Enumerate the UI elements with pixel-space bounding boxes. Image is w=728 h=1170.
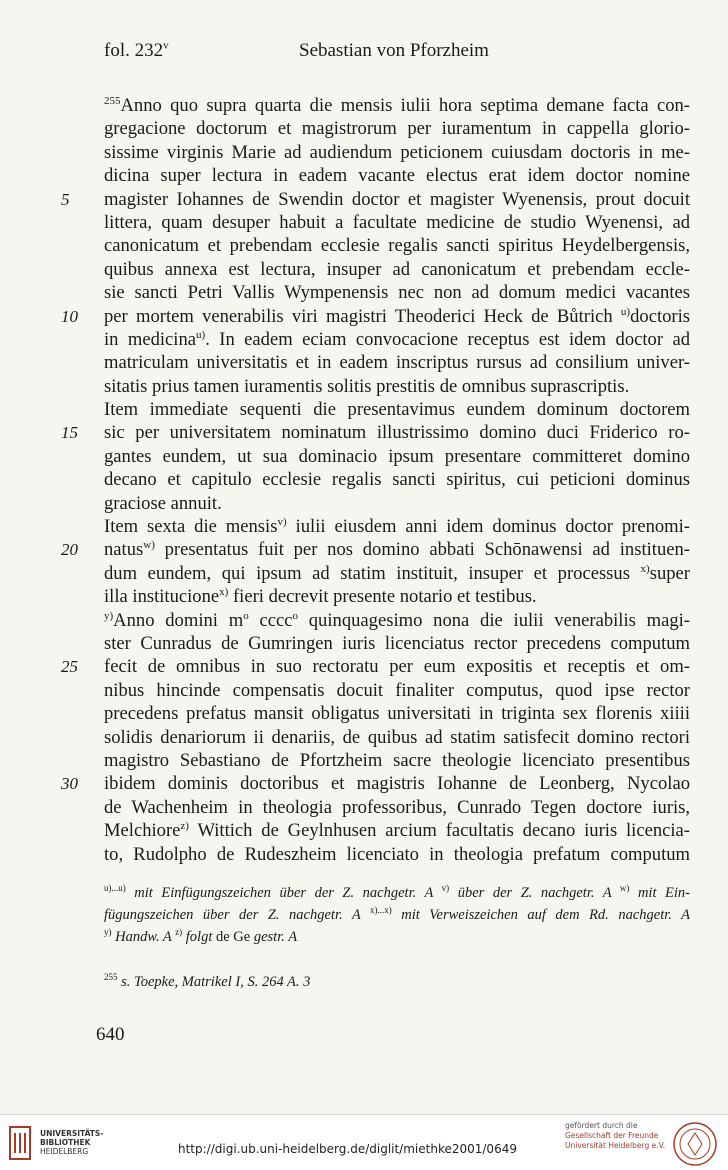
line-number: 10 — [61, 306, 78, 326]
note-marker: v) — [277, 515, 287, 528]
apparatus-line — [104, 882, 690, 904]
text-run: sie sancti Petri Vallis Wympenensis nec non ad domum medici vacantes — [104, 282, 690, 304]
text-run: Item sexta die mensis — [104, 516, 278, 538]
text-line — [104, 679, 690, 702]
text-line — [104, 94, 690, 117]
text-line — [104, 843, 690, 866]
line-number: 5 — [61, 189, 70, 209]
text-run: iulii eiusdem anni idem dominus doctor prenomi- — [286, 516, 690, 538]
text-line — [104, 632, 690, 655]
text-run: littera, quam desuper habuit a facultate medicine de studio Wyenensi, ad — [104, 211, 690, 233]
text-run: gantes eundem, ut sua dominacio ipsum presentare committeret domino — [104, 445, 690, 467]
text-line — [61, 655, 690, 678]
footnote: $^{255}$ s. Toepke, Matrikel I, S. 264 A. 3 — [104, 972, 311, 990]
permalink[interactable]: http://digi.ub.uni-heidelberg.de/diglit/miethke2001/0649 — [178, 1142, 517, 1156]
note-marker: z) — [180, 819, 189, 832]
text-line — [104, 749, 690, 772]
text-line — [104, 398, 690, 421]
header-title: Sebastian von Pforzheim — [299, 40, 489, 61]
text-run: dum eundem, qui ipsum ad statim instituit, insuper et processus — [104, 562, 641, 584]
text-line — [104, 328, 690, 351]
note-marker: 255 — [104, 94, 121, 107]
text-line — [104, 164, 690, 187]
text-run: super — [649, 562, 690, 584]
text-run: sic per universitatem nominatum illustrissimo domino duci Friderico ro- — [104, 422, 690, 444]
italic-text: mit Ein- — [629, 885, 690, 901]
note-marker: u) — [620, 305, 631, 318]
text-run: . In eadem eciam convocacione receptus est idem doctor ad — [205, 328, 690, 350]
text-line — [104, 562, 690, 585]
text-line — [104, 234, 690, 257]
text-line — [104, 375, 690, 398]
text-run: magistro Sebastiano de Pfortzheim sacre theologie licenciato presentibus — [104, 749, 690, 771]
text-run: matriculam universitatis et in eadem inscriptus rursus ad consilium univer- — [104, 352, 690, 374]
text-line — [104, 796, 690, 819]
italic-text: Handw. A — [111, 929, 176, 945]
note-marker: z) — [175, 927, 183, 938]
text-line — [61, 421, 690, 444]
line-number: 30 — [61, 774, 78, 794]
line-number: 25 — [61, 657, 78, 677]
text-line — [104, 468, 690, 491]
text-line — [104, 585, 690, 608]
library-logo-icon — [8, 1125, 32, 1161]
page-number: 640 — [96, 1024, 125, 1045]
text-run: sissime virginis Marie ad audiendum peticionem cuiusdam doctoris in me- — [104, 141, 690, 163]
library-name: UNIVERSITÄTS- BIBLIOTHEK HEIDELBERG — [40, 1129, 104, 1156]
apparatus-line — [104, 904, 690, 926]
text-line — [104, 726, 690, 749]
text-line — [104, 211, 690, 234]
italic-text: über der Z. nachgetr. A — [449, 885, 620, 901]
text-run: Item immediate sequenti die presentavimus eundem dominum doctorem — [104, 399, 690, 421]
text-run: de Wachenheim in theologia professoribus, Cunrado Tegen doctore iuris, — [104, 796, 690, 818]
text-run: graciose annuit. — [104, 492, 222, 514]
note-marker: v) — [441, 883, 450, 894]
text-run: decano et capitulo ecclesie regalis sancti spiritus, cui peticioni dominus — [104, 469, 690, 491]
note-marker: w) — [143, 539, 155, 552]
text-run: precedens prefatus mansit obligatus universitati in triginta sex florenis xiiii — [104, 703, 690, 725]
text-line — [104, 819, 690, 842]
text-run: to, Rudolpho de Rudeszheim licenciato in theologia prefatum computum — [104, 843, 690, 865]
text-run: natus — [104, 539, 144, 561]
text-run: Wittich de Geylnhusen arcium facultatis decano iuris licencia- — [188, 820, 690, 842]
text-run: Anno quo supra quarta die mensis iulii hora septima demane facta con- — [120, 95, 690, 116]
text-run: de Ge — [216, 929, 251, 945]
note-marker: o — [292, 609, 298, 622]
text-run: presentatus fuit per nos domino abbati Schōnawensi ad instituen- — [154, 539, 690, 561]
text-line — [104, 609, 690, 632]
text-run: Melchiore — [104, 820, 181, 842]
note-marker: w) — [619, 883, 630, 894]
text-line — [104, 258, 690, 281]
text-run: quinquagesimo nona die iulii venerabilis magi- — [297, 609, 690, 631]
critical-apparatus — [104, 882, 690, 948]
text-run: dicina super lectura in eadem vacante electus erat idem doctor nomine — [104, 165, 690, 187]
apparatus-line — [104, 926, 690, 948]
text-line — [104, 351, 690, 374]
text-run: per mortem venerabilis viri magistri Theoderici Heck de Bůtrich — [104, 305, 621, 327]
text-line — [61, 772, 690, 795]
note-marker: x) — [640, 562, 650, 575]
text-run: sitatis prius tamen iuramentis solitis prestitis de omnibus suprascriptis. — [104, 375, 630, 397]
note-marker: x) — [219, 586, 229, 599]
text-run: magister Iohannes de Swendin doctor et magister Wyenensis, prout docuit — [104, 188, 690, 210]
folio-label: fol. 232$^v$ — [104, 39, 169, 61]
note-marker: x)...x) — [369, 905, 392, 916]
running-header — [104, 40, 694, 68]
text-run: ster Cunradus de Gumringen iuris licenciatus rector precedens computum — [104, 632, 690, 654]
text-run: doctoris — [630, 305, 690, 327]
italic-text: folgt — [182, 929, 216, 945]
text-run: ibidem dominis doctoribus et magistris Iohanne de Leonberg, Nycolao — [104, 773, 690, 795]
italic-text: mit Einfügungszeichen über der Z. nachgetr. A — [125, 885, 442, 901]
text-run: quibus annexa est lectura, insuper ad canonicatum et prebendam eccle- — [104, 258, 690, 280]
university-seal-icon — [672, 1121, 718, 1167]
note-marker: u) — [196, 328, 206, 341]
line-number: 20 — [61, 540, 78, 560]
viewer-footer — [0, 1114, 728, 1170]
text-run: solidis denariorum ii denariis, de quibus ad statim satisfecit domino rectori — [104, 726, 690, 748]
text-line — [104, 515, 690, 538]
text-line — [104, 281, 690, 304]
text-line — [61, 538, 690, 561]
italic-text: gestr. A — [250, 929, 298, 945]
main-text — [61, 94, 690, 866]
text-run: in medicina — [104, 328, 197, 350]
text-line — [61, 305, 690, 328]
text-line — [61, 188, 690, 211]
text-line — [104, 492, 690, 515]
text-line — [104, 141, 690, 164]
note-marker: o — [243, 609, 249, 622]
text-run: cccc — [248, 609, 293, 631]
italic-text: mit Verweiszeichen auf dem Rd. nachgetr. A — [391, 907, 690, 923]
text-run: Anno domini m — [113, 609, 244, 631]
text-run: gregacione doctorum et magistrorum per iuramentum in cappella glorio- — [104, 118, 690, 140]
text-run: nibus hincinde compensatis docuit finaliter computus, quod ipse rector — [104, 679, 690, 701]
text-run: illa institucione — [104, 586, 220, 608]
line-number: 15 — [61, 423, 78, 443]
italic-text: fügungszeichen über der Z. nachgetr. A — [104, 907, 370, 923]
note-marker: u)...u) — [104, 883, 126, 894]
text-line — [104, 702, 690, 725]
text-run: fieri decrevit presente notario et testibus. — [228, 586, 537, 608]
note-marker: y) — [104, 927, 112, 938]
sponsor-credit: gefördert durch die Gesellschaft der Freunde Universität Heidelberg e.V. — [565, 1121, 666, 1150]
text-run: canonicatum et prebendam ecclesie regalis sancti spiritus Heydelbergensis, — [104, 235, 690, 257]
note-marker: y) — [104, 609, 114, 622]
text-line — [104, 117, 690, 140]
text-line — [104, 445, 690, 468]
text-run: fecit de omnibus in suo rectoratu per eum expositis et receptis et om- — [104, 656, 690, 678]
